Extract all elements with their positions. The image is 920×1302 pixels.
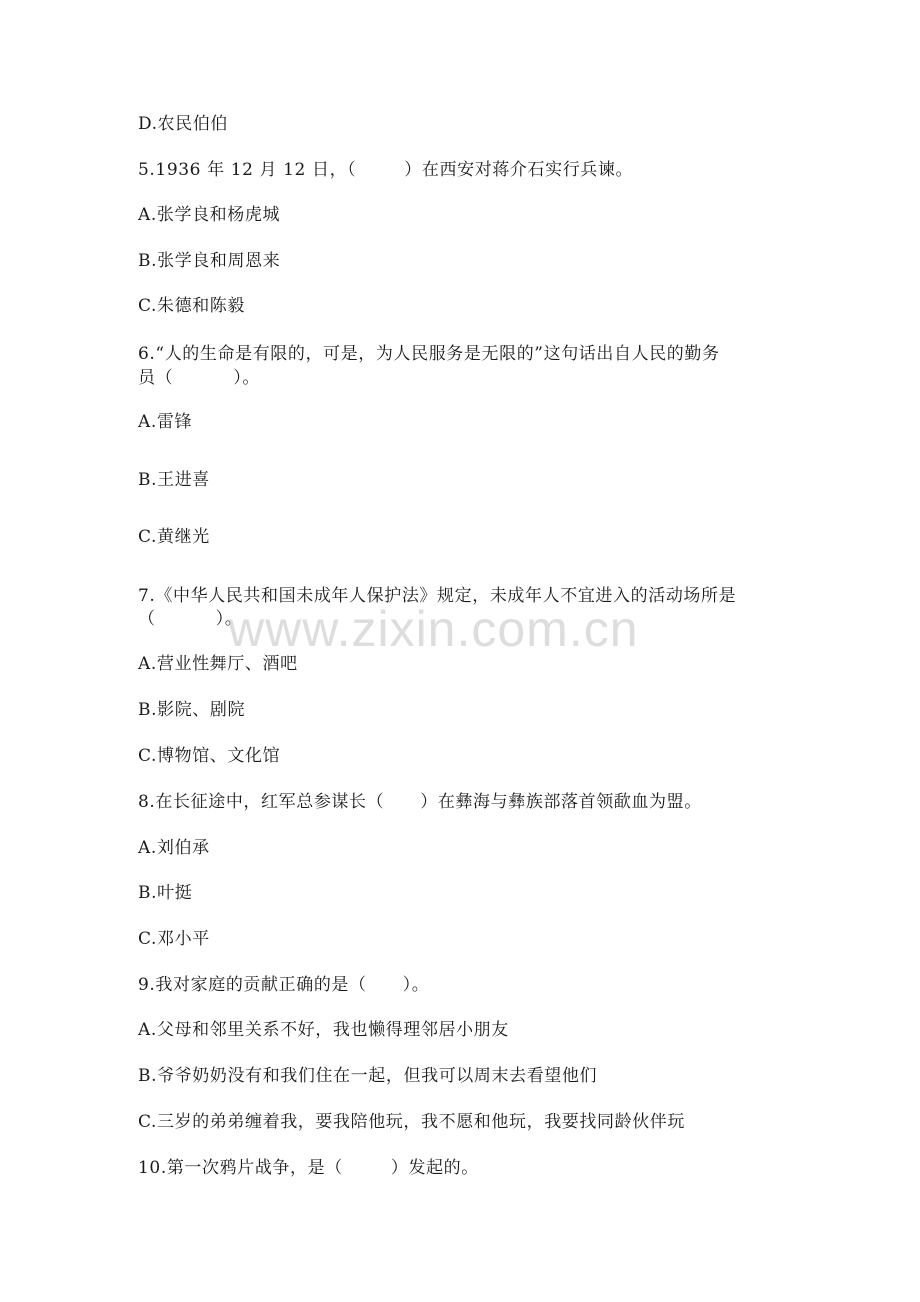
option-5a: A.张学良和杨虎城: [138, 205, 281, 225]
option-6b: B.王进喜: [138, 470, 210, 490]
watermark: www.zixin.com.cn: [228, 601, 639, 657]
option-4d: D.农民伯伯: [138, 114, 229, 134]
question-5: 5.1936 年 12 月 12 日，（ ）在西安对蒋介石实行兵谏。: [138, 160, 634, 180]
option-8c: C.邓小平: [138, 929, 210, 949]
option-9c: C.三岁的弟弟缠着我，要我陪他玩，我不愿和他玩，我要找同龄伙伴玩: [138, 1112, 686, 1132]
question-8: 8.在长征途中，红军总参谋长（ ）在彝海与彝族部落首领歃血为盟。: [138, 792, 702, 812]
question-10: 10.第一次鸦片战争，是（ ）发起的。: [138, 1158, 479, 1178]
option-5c: C.朱德和陈毅: [138, 296, 246, 316]
question-6-line-2: 员（ ）。: [138, 368, 260, 388]
option-7b: B.影院、剧院: [138, 700, 246, 720]
question-6-line-1: 6.“人的生命是有限的，可是，为人民服务是无限的”这句话出自人民的勤务: [138, 344, 720, 364]
option-9a: A.父母和邻里关系不好，我也懒得理邻居小朋友: [138, 1020, 509, 1040]
question-9: 9.我对家庭的贡献正确的是（ ）。: [138, 975, 430, 995]
option-9b: B.爷爷奶奶没有和我们住在一起，但我可以周末去看望他们: [138, 1066, 598, 1086]
question-7-line-2: （ ）。: [138, 609, 243, 629]
option-8b: B.叶挺: [138, 883, 193, 903]
question-7-line-1: 7.《中华人民共和国未成年人保护法》规定，未成年人不宜进入的活动场所是: [138, 586, 737, 606]
option-6c: C.黄继光: [138, 527, 210, 547]
option-7a: A.营业性舞厅、酒吧: [138, 654, 298, 674]
option-5b: B.张学良和周恩来: [138, 251, 281, 271]
option-8a: A.刘伯承: [138, 838, 210, 858]
option-7c: C.博物馆、文化馆: [138, 746, 281, 766]
option-6a: A.雷锋: [138, 412, 193, 432]
